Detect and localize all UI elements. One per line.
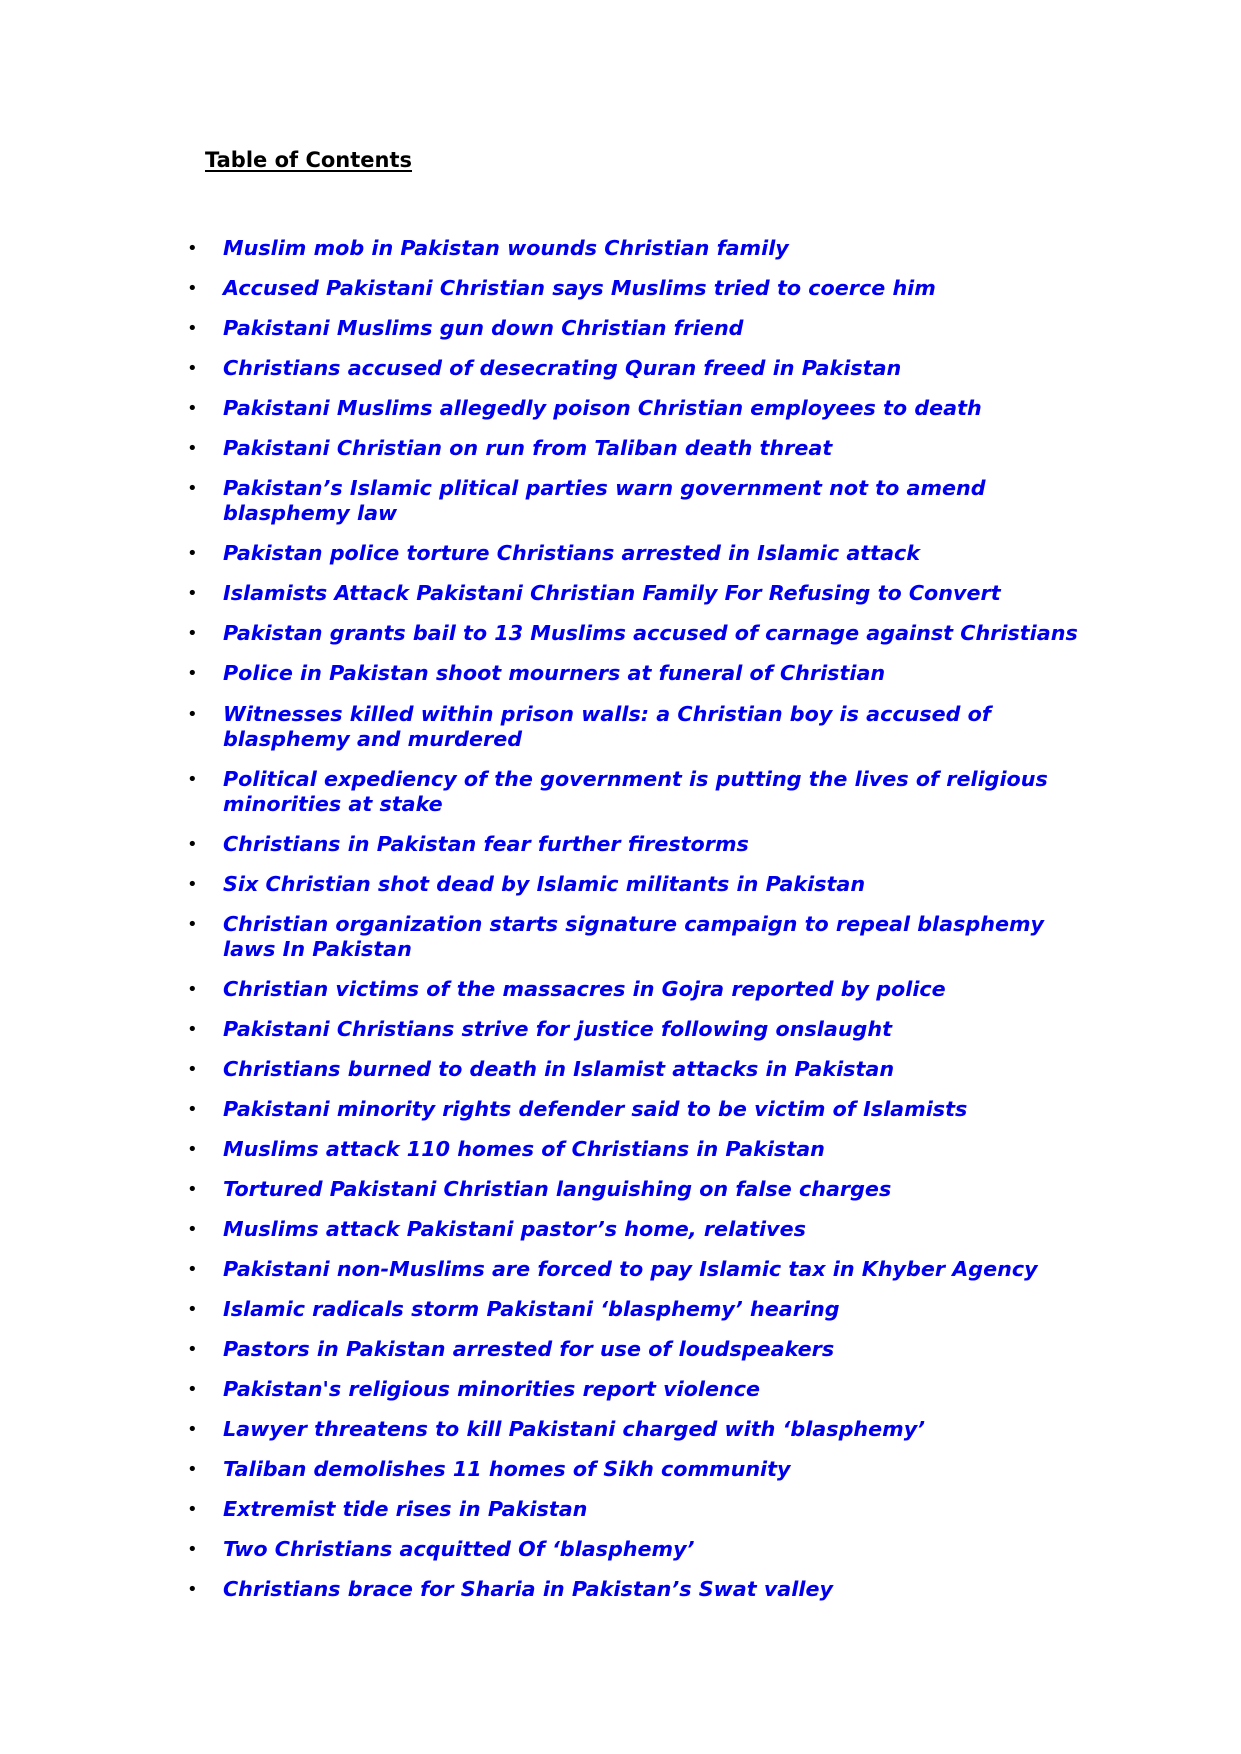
bullet-icon: • [187,1018,198,1040]
toc-item [0,541,1241,566]
toc-item [0,1057,1241,1082]
toc-item [0,436,1241,461]
toc-item [0,832,1241,857]
toc-link[interactable]: Christians burned to death in Islamist attacks in Pakistan [223,1056,895,1081]
toc-link[interactable]: Pakistani Muslims gun down Christian friend [223,316,744,341]
bullet-icon: • [187,1299,198,1321]
toc-link[interactable]: Political expediency of the government is putting the lives of religious minorities at stake [223,766,1048,816]
toc-item [0,1297,1241,1322]
toc-link[interactable]: Extremist tide rises in Pakistan [223,1497,588,1522]
toc-item [0,977,1241,1002]
bullet-icon: • [187,1219,198,1241]
toc-link[interactable]: Islamists Attack Pakistani Christian Family For Refusing to Convert [223,581,1001,606]
toc-item [0,872,1241,897]
toc-item [0,1457,1241,1482]
toc-item [0,661,1241,686]
bullet-icon: • [187,1058,198,1080]
toc-item [0,767,1241,817]
toc-link[interactable]: Pakistan police torture Christians arrested in Islamic attack [223,541,921,566]
bullet-icon: • [187,358,198,380]
toc-link[interactable]: Pakistan grants bail to 13 Muslims accused of carnage against Christians [223,621,1078,646]
toc-link[interactable]: Pakistani non-Muslims are forced to pay Islamic tax in Khyber Agency [223,1257,1038,1282]
bullet-icon: • [187,833,198,855]
toc-link[interactable]: Pakistani Muslims allegedly poison Christian employees to death [223,396,982,421]
toc-link[interactable]: Islamic radicals storm Pakistani ‘blasphemy’ hearing [223,1297,840,1322]
toc-item [0,396,1241,421]
bullet-icon: • [187,278,198,300]
toc-link[interactable]: Accused Pakistani Christian says Muslims tried to coerce him [223,276,936,301]
toc-link[interactable]: Pakistani Christian on run from Taliban death threat [223,436,833,461]
toc-link[interactable]: Tortured Pakistani Christian languishing on false charges [223,1176,892,1201]
bullet-icon: • [187,398,198,420]
toc-link[interactable]: Pakistani Christians strive for justice following onslaught [223,1016,892,1041]
bullet-icon: • [187,1379,198,1401]
bullet-icon: • [187,238,198,259]
bullet-icon: • [187,1259,198,1281]
bullet-icon: • [187,318,198,340]
toc-item [0,1257,1241,1282]
bullet-icon: • [187,1579,198,1601]
bullet-icon: • [187,1178,198,1200]
bullet-icon: • [187,583,198,605]
toc-link[interactable]: Taliban demolishes 11 homes of Sikh community [223,1457,791,1482]
toc-heading: Table of Contents [205,148,413,172]
bullet-icon: • [187,1459,198,1481]
toc-link[interactable]: Pakistan’s Islamic plitical parties warn government not to amend blasphemy law [223,476,986,526]
toc-item [0,1137,1241,1162]
bullet-icon: • [187,703,198,725]
toc-link[interactable]: Witnesses killed within prison walls: a Christian boy is accused of blasphemy and murdered [223,701,991,751]
toc-item [0,276,1241,301]
toc-link[interactable]: Christians accused of desecrating Quran freed in Pakistan [223,356,902,381]
bullet-icon: • [187,623,198,645]
bullet-icon: • [187,978,198,1000]
toc-item [0,1337,1241,1362]
toc-item [0,1097,1241,1122]
bullet-icon: • [187,873,198,895]
toc-link[interactable]: Muslim mob in Pakistan wounds Christian family [223,236,789,260]
toc-item [0,1577,1241,1602]
toc-link[interactable]: Muslims attack 110 homes of Christians in Pakistan [223,1136,825,1161]
toc-item [0,1417,1241,1442]
bullet-icon: • [187,1499,198,1521]
toc-link[interactable]: Six Christian shot dead by Islamic militants in Pakistan [223,871,866,896]
toc-link[interactable]: Christian victims of the massacres in Gojra reported by police [223,976,946,1001]
toc-item [0,1017,1241,1042]
toc-link[interactable]: Two Christians acquitted Of ‘blasphemy’ [223,1537,695,1562]
toc-link[interactable]: Police in Pakistan shoot mourners at funeral of Christian [223,661,886,686]
bullet-icon: • [187,663,198,685]
toc-item [0,581,1241,606]
bullet-icon: • [187,438,198,460]
toc-item [0,356,1241,381]
toc-item [0,1177,1241,1202]
bullet-icon: • [187,1539,198,1561]
toc-link[interactable]: Lawyer threatens to kill Pakistani charged with ‘blasphemy’ [223,1417,926,1442]
toc-item [0,1217,1241,1242]
bullet-icon: • [187,768,198,790]
toc-link[interactable]: Christians in Pakistan fear further firestorms [223,831,749,856]
toc-link[interactable]: Muslims attack Pakistani pastor’s home, relatives [223,1217,806,1242]
bullet-icon: • [187,543,198,565]
bullet-icon: • [187,478,198,500]
toc-link[interactable]: Christian organization starts signature campaign to repeal blasphemy laws In Pakistan [223,911,1045,961]
toc-item [0,1497,1241,1522]
toc-item [0,236,1241,261]
toc-list [0,236,1241,1618]
toc-item [0,1377,1241,1402]
bullet-icon: • [187,1419,198,1441]
bullet-icon: • [187,1098,198,1120]
toc-item [0,912,1241,962]
bullet-icon: • [187,913,198,935]
toc-link[interactable]: Pakistan's religious minorities report violence [223,1377,761,1402]
toc-link[interactable]: Pastors in Pakistan arrested for use of loudspeakers [223,1337,835,1362]
toc-link[interactable]: Christians brace for Sharia in Pakistan’s Swat valley [223,1577,833,1602]
bullet-icon: • [187,1339,198,1361]
toc-item [0,1537,1241,1562]
toc-item [0,702,1241,752]
toc-item [0,316,1241,341]
bullet-icon: • [187,1138,198,1160]
toc-link[interactable]: Pakistani minority rights defender said to be victim of Islamists [223,1096,968,1121]
toc-item [0,476,1241,526]
toc-item [0,621,1241,646]
